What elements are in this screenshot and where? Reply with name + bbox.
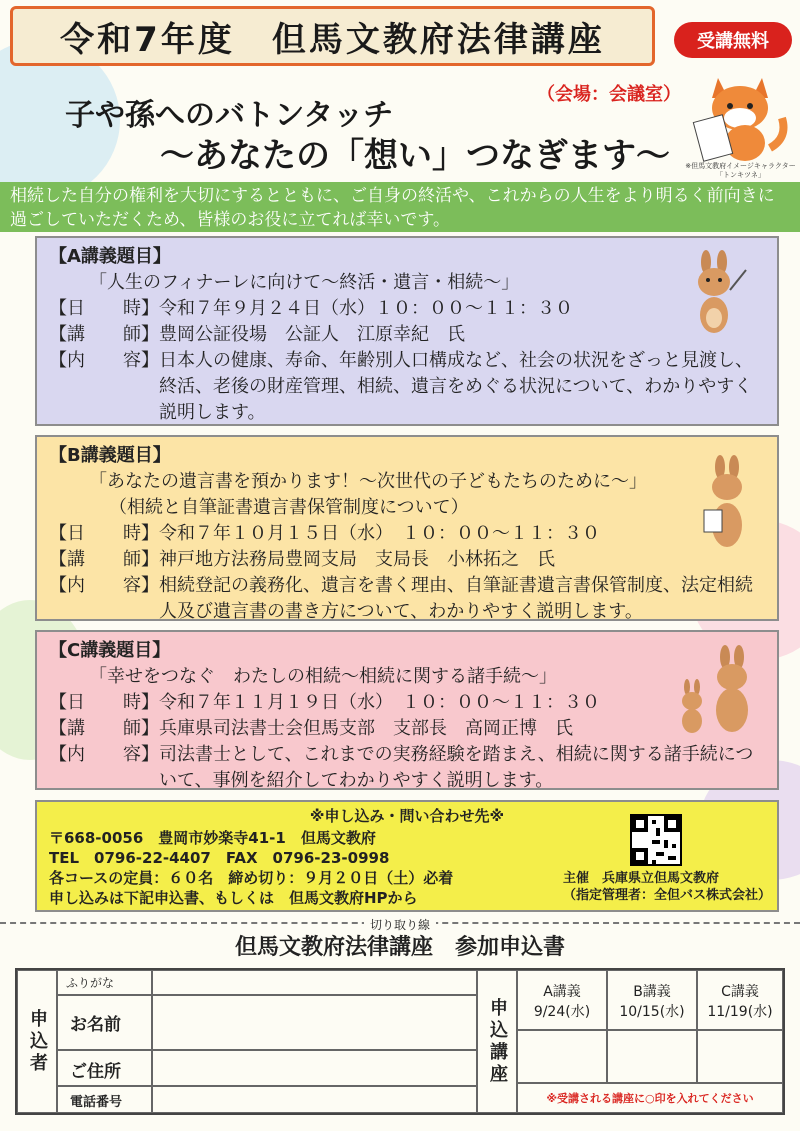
lecture-a-box bbox=[35, 236, 779, 426]
contact-heading: ※申し込み・問い合わせ先※ bbox=[309, 807, 505, 825]
lecturer-label bbox=[49, 547, 159, 573]
course-c-checkbox[interactable] bbox=[697, 1030, 783, 1083]
applicant-label: 申込者 bbox=[17, 970, 57, 1113]
address-label: ご住所 bbox=[57, 1050, 152, 1086]
lecture-date: 令和７年１０月１５日（水） １０：００～１１：３０ bbox=[159, 523, 600, 544]
lecture-topic: 「人生のフィナーレに向けて～終活・遺言・相続～」 bbox=[89, 272, 520, 293]
course-c-header bbox=[697, 970, 783, 1030]
content-label bbox=[49, 573, 159, 625]
phone-field[interactable] bbox=[152, 1086, 477, 1113]
lecture-date: 令和７年９月２４日（水）１０：００～１１：３０ bbox=[159, 298, 573, 319]
content-label-right: 容】 bbox=[123, 744, 159, 765]
lecturer-label-left: 【講 bbox=[49, 324, 85, 345]
page-title-box bbox=[10, 6, 655, 66]
course-a-header bbox=[517, 970, 607, 1030]
course-b-date: 10/15(水) bbox=[619, 1004, 685, 1020]
content-label bbox=[49, 742, 159, 794]
name-field[interactable] bbox=[152, 995, 477, 1050]
contact-howto: 申し込みは下記申込書、もしくは 但馬文教府HPから bbox=[49, 889, 418, 907]
lecture-lecturer: 豊岡公証役場 公証人 江原幸紀 氏 bbox=[159, 324, 465, 345]
lecturer-label-left: 【講 bbox=[49, 718, 85, 739]
kangaroo-character-icon bbox=[680, 250, 750, 340]
date-label-left: 【日 bbox=[49, 692, 85, 713]
character-caption-line2: 「トンキツネ」 bbox=[716, 171, 765, 179]
date-label bbox=[49, 296, 159, 322]
content-label bbox=[49, 348, 159, 426]
content-label-left: 【内 bbox=[49, 350, 85, 371]
course-b-checkbox[interactable] bbox=[607, 1030, 697, 1083]
fox-character-icon bbox=[690, 68, 790, 163]
date-row bbox=[49, 690, 765, 716]
contact-phone: TEL 0796-22-4407 FAX 0796-23-0998 bbox=[49, 849, 390, 867]
date-label-right: 時】 bbox=[123, 298, 159, 319]
course-note: ※受講される講座に○印を入れてください bbox=[517, 1083, 783, 1113]
lecture-date: 令和７年１１月１９日（水） １０：００～１１：３０ bbox=[159, 692, 600, 713]
course-a-name: A講義 bbox=[543, 984, 581, 1000]
lecture-content: 相続登記の義務化、遺言を書く理由、自筆証書遺言書保管制度、法定相続人及び遺言書の書き方について、わかりやすく説明します。 bbox=[159, 575, 753, 622]
page-title: 令和7年度 但馬文教府法律講座 bbox=[60, 19, 605, 60]
kangaroo-family-icon bbox=[665, 645, 765, 735]
lecture-content: 日本人の健康、寿命、年齢別人口構成など、社会の状況をざっと見渡し、終活、老後の財産管理、相続、遺言をめぐる状況について、わかりやすく説明します。 bbox=[159, 350, 753, 423]
intro-text: 相続した自分の権利を大切にするとともに、ご自身の終活や、これからの人生をより明るく前向きに過ごしていただくため、皆様のお役に立てれば幸いです。 bbox=[0, 182, 800, 232]
kangaroo-character-icon bbox=[690, 455, 760, 555]
name-label: お名前 bbox=[57, 995, 152, 1050]
course-a-checkbox[interactable] bbox=[517, 1030, 607, 1083]
lecturer-label-left: 【講 bbox=[49, 549, 85, 570]
lecture-head: 【A講義題目】 bbox=[49, 246, 171, 267]
lecturer-label bbox=[49, 716, 159, 742]
qr-code-icon[interactable] bbox=[630, 814, 682, 866]
organizer-line1: 主催 兵庫県立但馬文教府 bbox=[563, 871, 720, 886]
application-form bbox=[15, 968, 785, 1115]
lecture-topic: 「あなたの遺言書を預かります！～次世代の子どもたちのために～」 bbox=[89, 471, 647, 492]
date-label-right: 時】 bbox=[123, 523, 159, 544]
lecture-lecturer: 神戸地方法務局豊岡支局 支局長 小林拓之 氏 bbox=[159, 549, 555, 570]
content-row bbox=[49, 348, 765, 426]
lecture-head: 【C講義題目】 bbox=[49, 640, 171, 661]
organizer-line2: （指定管理者：全但バス株式会社） bbox=[563, 888, 772, 903]
course-b-header bbox=[607, 970, 697, 1030]
lecturer-row bbox=[49, 547, 765, 573]
date-label bbox=[49, 690, 159, 716]
content-row bbox=[49, 742, 765, 794]
phone-label: 電話番号 bbox=[57, 1086, 152, 1113]
lecture-subtopic: （相続と自筆証書遺言書保管制度について） bbox=[109, 497, 469, 518]
venue-label: （会場：会議室） bbox=[537, 84, 681, 105]
furigana-field[interactable] bbox=[152, 970, 477, 995]
subtitle-line2: ～あなたの「想い」つなぎます～ bbox=[160, 136, 670, 176]
lecturer-label-right: 師】 bbox=[123, 718, 159, 739]
content-label-right: 容】 bbox=[123, 350, 159, 371]
content-row bbox=[49, 573, 765, 625]
subtitle-line1: 子や孫へのバトンタッチ bbox=[65, 98, 394, 133]
free-badge: 受講無料 bbox=[674, 22, 792, 58]
lecture-lecturer: 兵庫県司法書士会但馬支部 支部長 高岡正博 氏 bbox=[159, 718, 573, 739]
lecture-content: 司法書士として、これまでの実務経験を踏まえ、相続に関する諸手続について、事例を紹介してわかりやすく説明します。 bbox=[159, 744, 754, 791]
contact-address: 〒668-0056 豊岡市妙楽寺41-1 但馬文教府 bbox=[49, 829, 376, 847]
lecturer-row bbox=[49, 322, 765, 348]
lecturer-label bbox=[49, 322, 159, 348]
date-row bbox=[49, 521, 765, 547]
lecturer-label-right: 師】 bbox=[123, 549, 159, 570]
lecture-topic: 「幸せをつなぐ わたしの相続～相続に関する諸手続～」 bbox=[89, 666, 557, 687]
cut-line-text: 切り取り線 bbox=[364, 918, 436, 932]
content-label-right: 容】 bbox=[123, 575, 159, 596]
date-row bbox=[49, 296, 765, 322]
furigana-label: ふりがな bbox=[57, 970, 152, 995]
address-field[interactable] bbox=[152, 1050, 477, 1086]
date-label-left: 【日 bbox=[49, 523, 85, 544]
content-label-left: 【内 bbox=[49, 744, 85, 765]
lecturer-label-right: 師】 bbox=[123, 324, 159, 345]
course-c-date: 11/19(水) bbox=[707, 1004, 773, 1020]
character-caption-line1: ※但馬文教府イメージキャラクター bbox=[685, 162, 796, 170]
contact-capacity: 各コースの定員：６０名 締め切り：９月２０日（土）必着 bbox=[49, 869, 454, 887]
date-label-right: 時】 bbox=[123, 692, 159, 713]
date-label-left: 【日 bbox=[49, 298, 85, 319]
content-label-left: 【内 bbox=[49, 575, 85, 596]
character-caption bbox=[683, 162, 798, 180]
date-label bbox=[49, 521, 159, 547]
course-c-name: C講義 bbox=[721, 984, 759, 1000]
course-b-name: B講義 bbox=[633, 984, 671, 1000]
course-a-date: 9/24(水) bbox=[533, 1004, 591, 1020]
form-title: 但馬文教府法律講座 参加申込書 bbox=[234, 935, 565, 960]
course-label: 申込講座 bbox=[477, 970, 517, 1113]
lecture-head: 【B講義題目】 bbox=[49, 445, 171, 466]
lecturer-row bbox=[49, 716, 765, 742]
organizer bbox=[563, 870, 771, 904]
lecture-b-box bbox=[35, 435, 779, 621]
